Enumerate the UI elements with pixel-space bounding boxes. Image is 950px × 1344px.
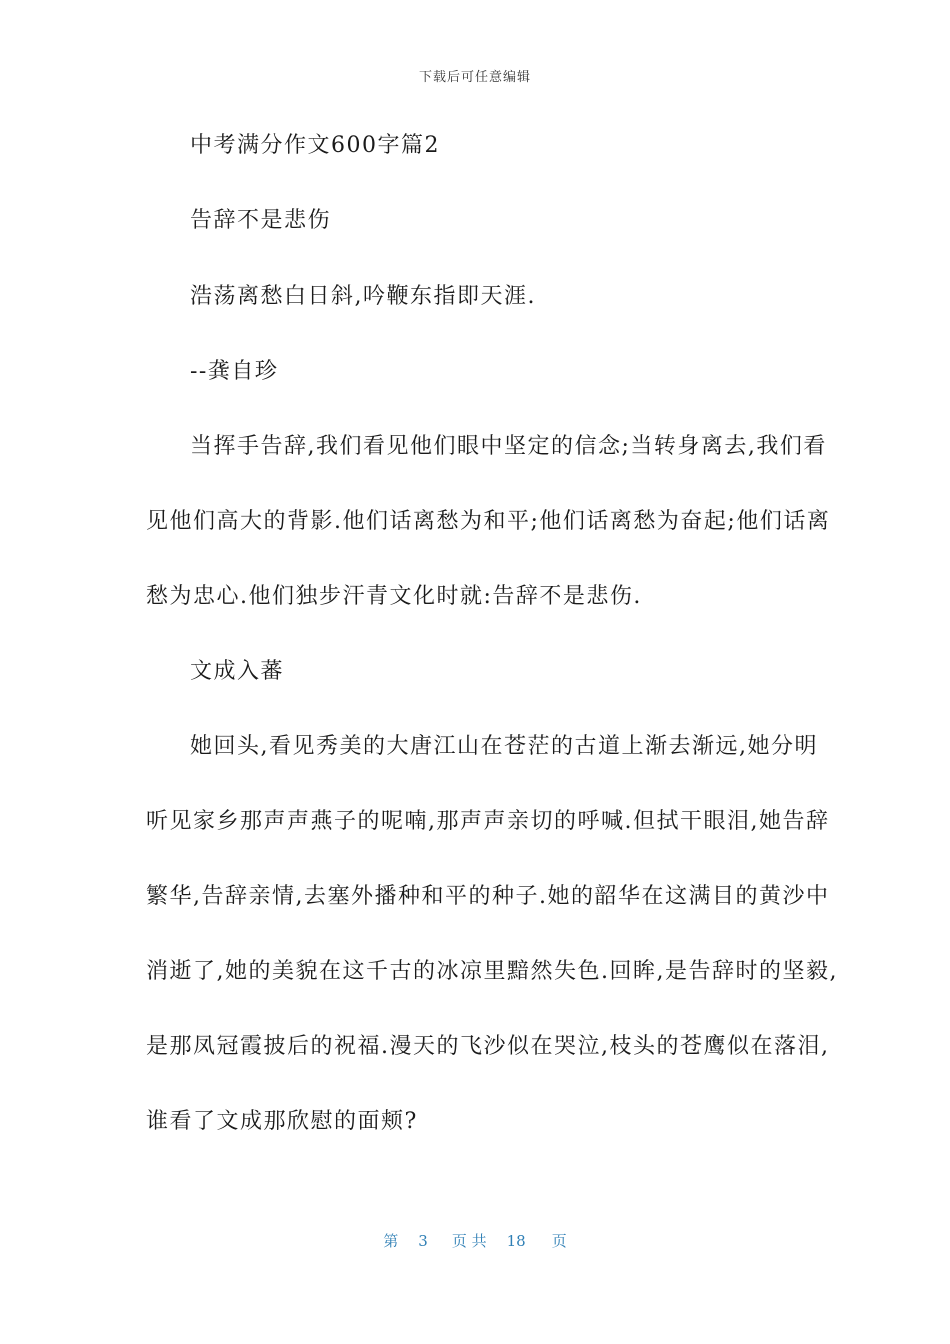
paragraph-line: 消逝了,她的美貌在这千古的冰凉里黯然失色.回眸,是告辞时的坚毅, bbox=[146, 959, 838, 984]
paragraph-line: 愁为忠心.他们独步汗青文化时就:告辞不是悲伤. bbox=[146, 584, 642, 609]
paragraph-line: 当挥手告辞,我们看见他们眼中坚定的信念;当转身离去,我们看 bbox=[190, 434, 827, 459]
paragraph-line: 是那凤冠霞披后的祝福.漫天的飞沙似在哭泣,枝头的苍鹰似在落泪, bbox=[146, 1034, 830, 1059]
section-title: 文成入蕃 bbox=[190, 659, 285, 684]
footer-prefix: 第 bbox=[383, 1232, 399, 1250]
paragraph-line: 繁华,告辞亲情,去塞外播种和平的种子.她的韶华在这满目的黄沙中 bbox=[146, 884, 830, 909]
total-pages-number: 18 bbox=[506, 1232, 526, 1250]
paragraph-line: 她回头,看见秀美的大唐江山在苍茫的古道上渐去渐远,她分明 bbox=[190, 734, 818, 759]
footer-suffix: 页 bbox=[551, 1232, 567, 1250]
header-note: 下载后可任意编辑 bbox=[418, 70, 531, 85]
document-title: 中考满分作文600字篇2 bbox=[190, 133, 440, 158]
epigraph-author: --龚自珍 bbox=[190, 359, 279, 384]
epigraph: 浩荡离愁白日斜,吟鞭东指即天涯. bbox=[190, 284, 536, 309]
paragraph-line: 谁看了文成那欣慰的面颊? bbox=[146, 1109, 418, 1134]
page-footer bbox=[0, 1230, 950, 1251]
paragraph-line: 听见家乡那声声燕子的呢喃,那声声亲切的呼喊.但拭干眼泪,她告辞 bbox=[146, 809, 830, 834]
paragraph-line: 见他们高大的背影.他们话离愁为和平;他们话离愁为奋起;他们话离 bbox=[146, 509, 831, 534]
essay-title: 告辞不是悲伤 bbox=[190, 208, 332, 233]
footer-middle: 页 共 bbox=[451, 1232, 487, 1250]
current-page-number: 3 bbox=[418, 1232, 428, 1250]
